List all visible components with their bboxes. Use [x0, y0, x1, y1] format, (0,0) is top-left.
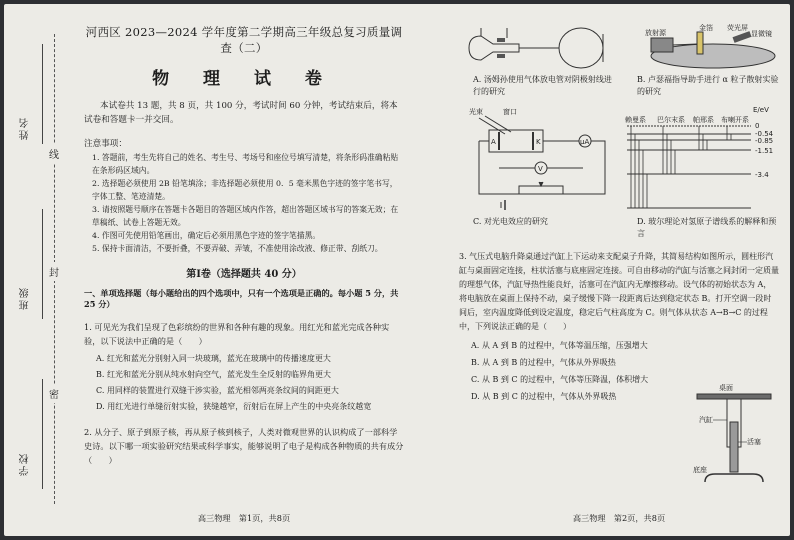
light-beam-label: 光束 [469, 108, 483, 116]
question-3-option-b: B. 从 A 到 B 的过程中，气体从外界吸热 [471, 358, 616, 367]
series-paschen-label: 帕邢系 [693, 116, 714, 124]
photoelectric-circuit-diagram [459, 104, 619, 214]
figure-b [623, 24, 783, 98]
question-3-option-c: C. 从 B 到 C 的过程中，气体等压降温，体积增大 [471, 375, 649, 384]
seal-feng-mark: 封 [49, 262, 59, 281]
cylinder-label: 汽缸 [699, 416, 713, 424]
page-1-footer: 高三物理 第1页，共8页 [197, 513, 291, 523]
notice-item: 3. 请按照题号顺序在答题卡各题目的答题区域内作答，超出答题区域书写的答案无效；在草稿纸、试卷上答题无效。 [92, 205, 399, 227]
question-3-figure [689, 382, 779, 492]
question-3-stem: 3. 气压式电脑升降桌通过汽缸上下运动来支配桌子升降，其简易结构如图所示，圆柱形汽缸与桌面固定连接，柱状活塞与底座固定连接。可自由移动的汽缸与活塞之间封闭一定质量的理想气体，汽缸导热性能良好，活塞可在汽缸内无摩擦移动。设气体的初始状态为 A，将电脑放在桌面上保持不动，桌子缓慢下降一段距离后达到稳定状态 B。打开空调一段时间后，室内温度降低到设定温度，稳定后气柱高度为 C。则气体从状态 A→B→C 的过程中，下列说法正确的是（ ） [459, 252, 779, 331]
question-1-option-c: C. 用同样的装置进行双缝干涉实验，蓝光相邻两亮条纹间的间距更大 [96, 386, 339, 395]
name-label: 姓名 [20, 116, 31, 140]
question-1-option-b: B. 红光和蓝光分别从纯水射向空气，蓝光发生全反射的临界角更大 [96, 370, 331, 379]
question-3-options [459, 337, 684, 405]
seal-mi-mark: 密 [49, 384, 59, 403]
figure-c [459, 104, 619, 240]
class-write-line[interactable] [42, 209, 43, 319]
cathode-ray-tube-diagram [459, 24, 619, 72]
series-lyman-label: 赖曼系 [625, 116, 646, 124]
exam-intro: 本试卷共 13 题，共 8 页，共 100 分，考试时间 60 分钟，考试结束后，将本试卷和答题卡一并交回。 [84, 101, 398, 125]
energy-level-1: -0.54 [755, 130, 774, 138]
figure-a-caption: A. 汤姆孙使用气体放电管对阴极射线进行的研究 [473, 75, 612, 96]
microscope-label: 显微镜 [751, 30, 772, 38]
hydrogen-energy-level-diagram [623, 104, 783, 214]
notice-item: 2. 选择题必须使用 2B 铅笔填涂；非选择题必须使用 0．5 毫米黑色字迹的签字笔书写，字体工整、笔迹清楚。 [92, 179, 398, 201]
question-1-option-d: D. 用红光进行单缝衍射实验，狭缝越窄，衍射后在屏上产生的中央亮条纹越宽 [96, 402, 372, 411]
cathode-label: K [536, 138, 541, 146]
name-write-line[interactable] [42, 44, 43, 144]
school-write-line[interactable] [42, 379, 43, 489]
part-1-heading: 第Ⅰ卷（选择题共 40 分） [186, 269, 302, 280]
page-2 [459, 24, 779, 524]
section-1-heading: 一、单项选择题（每小题给出的四个选项中，只有一个选项是正确的。每小题 5 分，共 25 分） [84, 288, 399, 309]
lifting-desk-diagram [689, 382, 779, 492]
energy-level-4: -3.4 [755, 171, 769, 179]
seal-line-mark: 线 [49, 144, 59, 163]
question-1-option-a: A. 红光和蓝光分别射入同一块玻璃，蓝光在玻璃中的传播速度更大 [96, 354, 331, 363]
desk-label: 桌面 [719, 384, 733, 392]
base-label: 底座 [693, 466, 707, 474]
school-label: 学校 [20, 452, 31, 476]
question-1-stem: 1. 可见光为我们呈现了色彩缤纷的世界和各种有趣的现象。用红光和蓝光完成各种实验，以下说法中正确的是（ ） [84, 322, 390, 346]
notice-list [84, 151, 404, 255]
exam-sheet [4, 4, 790, 536]
notice-heading: 注意事项： [84, 139, 127, 149]
figure-d [623, 104, 783, 240]
question-1-options [84, 351, 404, 415]
energy-level-2: -0.85 [755, 137, 774, 145]
energy-level-0: 0 [755, 122, 760, 130]
anode-label: A [491, 138, 496, 146]
notice-item: 1. 答题前，考生先将自己的姓名、考生号、考场号和座位号填写清楚，将条形码准确粘贴在条形码区域内。 [92, 153, 399, 175]
notice-item: 5. 保持卡面清洁，不要折叠，不要弄破、弄皱，不准使用涂改液、修正带、刮纸刀。 [92, 244, 383, 253]
figure-a [459, 24, 619, 98]
notice-item: 4. 作图可先使用铅笔画出，确定后必须用黑色字迹的签字笔描黑。 [92, 231, 321, 240]
question-2-stem: 2. 从分子、原子到原子核，再从原子核到核子，人类对微观世界的认识构成了一部科学史诗。以下哪一项实验研究结果或科学事实，能够说明了电子是构成各种物质的共有成分（ ） [84, 427, 404, 465]
figure-c-caption: C. 对光电效应的研究 [473, 217, 548, 226]
screen-label: 荧光屏 [727, 24, 748, 32]
figure-b-caption: B. 卢瑟福指导助手进行 α 粒子散射实验的研究 [637, 75, 779, 96]
question-3-option-a: A. 从 A 到 B 的过程中，气体等温压缩，压强增大 [471, 341, 648, 350]
question-3-option-d: D. 从 B 到 C 的过程中，气体从外界吸热 [471, 392, 617, 401]
piston-label: 活塞 [747, 438, 761, 446]
alpha-scattering-diagram [623, 24, 783, 72]
page-1 [84, 24, 404, 524]
energy-unit-label: E/eV [753, 106, 769, 114]
voltmeter-label: V [538, 165, 543, 173]
page-2-footer: 高三物理 第2页，共8页 [572, 513, 666, 523]
source-label: 放射源 [645, 29, 666, 37]
series-brackett-label: 布喇开系 [721, 116, 749, 124]
microammeter-label: μA [580, 138, 590, 146]
gold-foil-label: 金箔 [699, 24, 713, 32]
doc-title: 河西区 2023—2024 学年度第二学期高三年级总复习质量调查（二） [85, 25, 403, 55]
class-label: 班级 [20, 286, 31, 310]
series-balmer-label: 巴尔末系 [657, 116, 685, 124]
question-2-figures [459, 24, 779, 240]
window-label: 窗口 [503, 108, 517, 116]
binding-strip [4, 4, 66, 536]
figure-d-caption: D. 玻尔理论对氢原子谱线系的解释和预言 [637, 217, 777, 238]
subject-title: 物 理 试 卷 [152, 69, 336, 89]
energy-level-3: -1.51 [755, 147, 774, 155]
